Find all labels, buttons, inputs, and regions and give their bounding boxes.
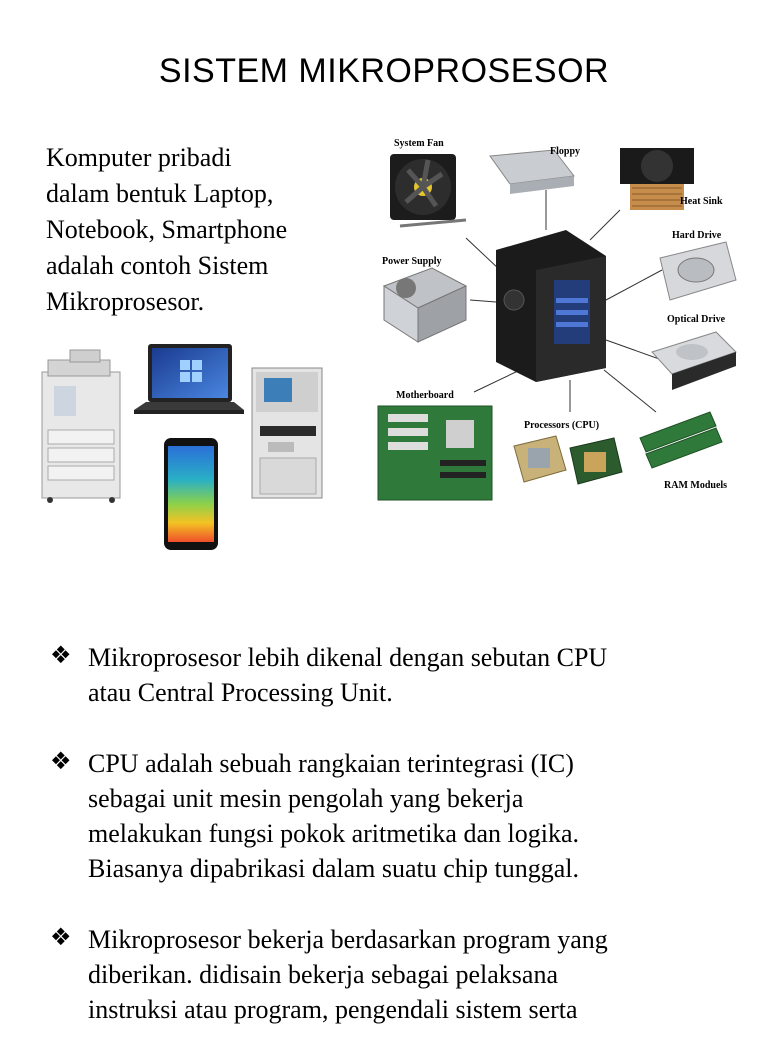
label-floppy: Floppy (550, 146, 581, 157)
power-supply-image (384, 268, 466, 342)
printer-image (42, 350, 120, 503)
bullet-item (50, 922, 750, 1027)
hard-drive-image (660, 242, 736, 300)
intro-line: Mikroprosesor. (46, 287, 205, 316)
label-optical-drive: Optical Drive (667, 314, 726, 325)
intro-line: Komputer pribadi (46, 143, 232, 172)
bullet-line: instruksi atau program, pengendali sistem serta (88, 995, 578, 1024)
bullet-line: diberikan. didisain bekerja sebagai pelaksana (88, 960, 558, 989)
diamond-bullet-icon: ❖ (50, 923, 72, 951)
bullet-line: sebagai unit mesin pengolah yang bekerja (88, 784, 524, 813)
intro-line: dalam bentuk Laptop, (46, 179, 274, 208)
system-fan-image (390, 154, 466, 226)
bullet-line: Biasanya dipabrikasi dalam suatu chip tunggal. (88, 854, 579, 883)
bullet-line: atau Central Processing Unit. (88, 678, 393, 707)
motherboard-image (378, 406, 492, 500)
laptop-image (134, 344, 244, 414)
ram-modules-image (640, 412, 722, 468)
intro-line: Notebook, Smartphone (46, 215, 288, 244)
bullet-line: CPU adalah sebuah rangkaian terintegrasi (IC) (88, 749, 574, 778)
bullet-line: melakukan fungsi pokok aritmetika dan logika. (88, 819, 579, 848)
atm-image (252, 368, 322, 498)
bullet-item (50, 640, 750, 710)
bullet-list (50, 640, 750, 1063)
label-power-supply: Power Supply (382, 256, 442, 267)
label-motherboard: Motherboard (396, 390, 454, 401)
bullet-item (50, 746, 750, 886)
label-processors: Processors (CPU) (524, 420, 600, 431)
label-ram-modules: RAM Moduels (664, 480, 728, 491)
intro-line: adalah contoh Sistem (46, 251, 269, 280)
bullet-line: Mikroprosesor bekerja berdasarkan program yang (88, 925, 608, 954)
processors-image (514, 436, 622, 484)
bullet-line: Mikroprosesor lebih dikenal dengan sebutan CPU (88, 643, 608, 672)
label-system-fan: System Fan (394, 138, 444, 149)
computer-tower-image (496, 230, 606, 382)
device-illustrations (30, 330, 340, 560)
diamond-bullet-icon: ❖ (50, 641, 72, 669)
smartphone-image (164, 438, 218, 550)
label-hard-drive: Hard Drive (672, 230, 722, 241)
label-heat-sink: Heat Sink (680, 196, 723, 207)
optical-drive-image (652, 332, 736, 390)
pc-components-diagram (370, 130, 750, 510)
slide-title: SISTEM MIKROPROSESOR (158, 52, 610, 90)
diamond-bullet-icon: ❖ (50, 747, 72, 775)
intro-paragraph (46, 140, 346, 320)
